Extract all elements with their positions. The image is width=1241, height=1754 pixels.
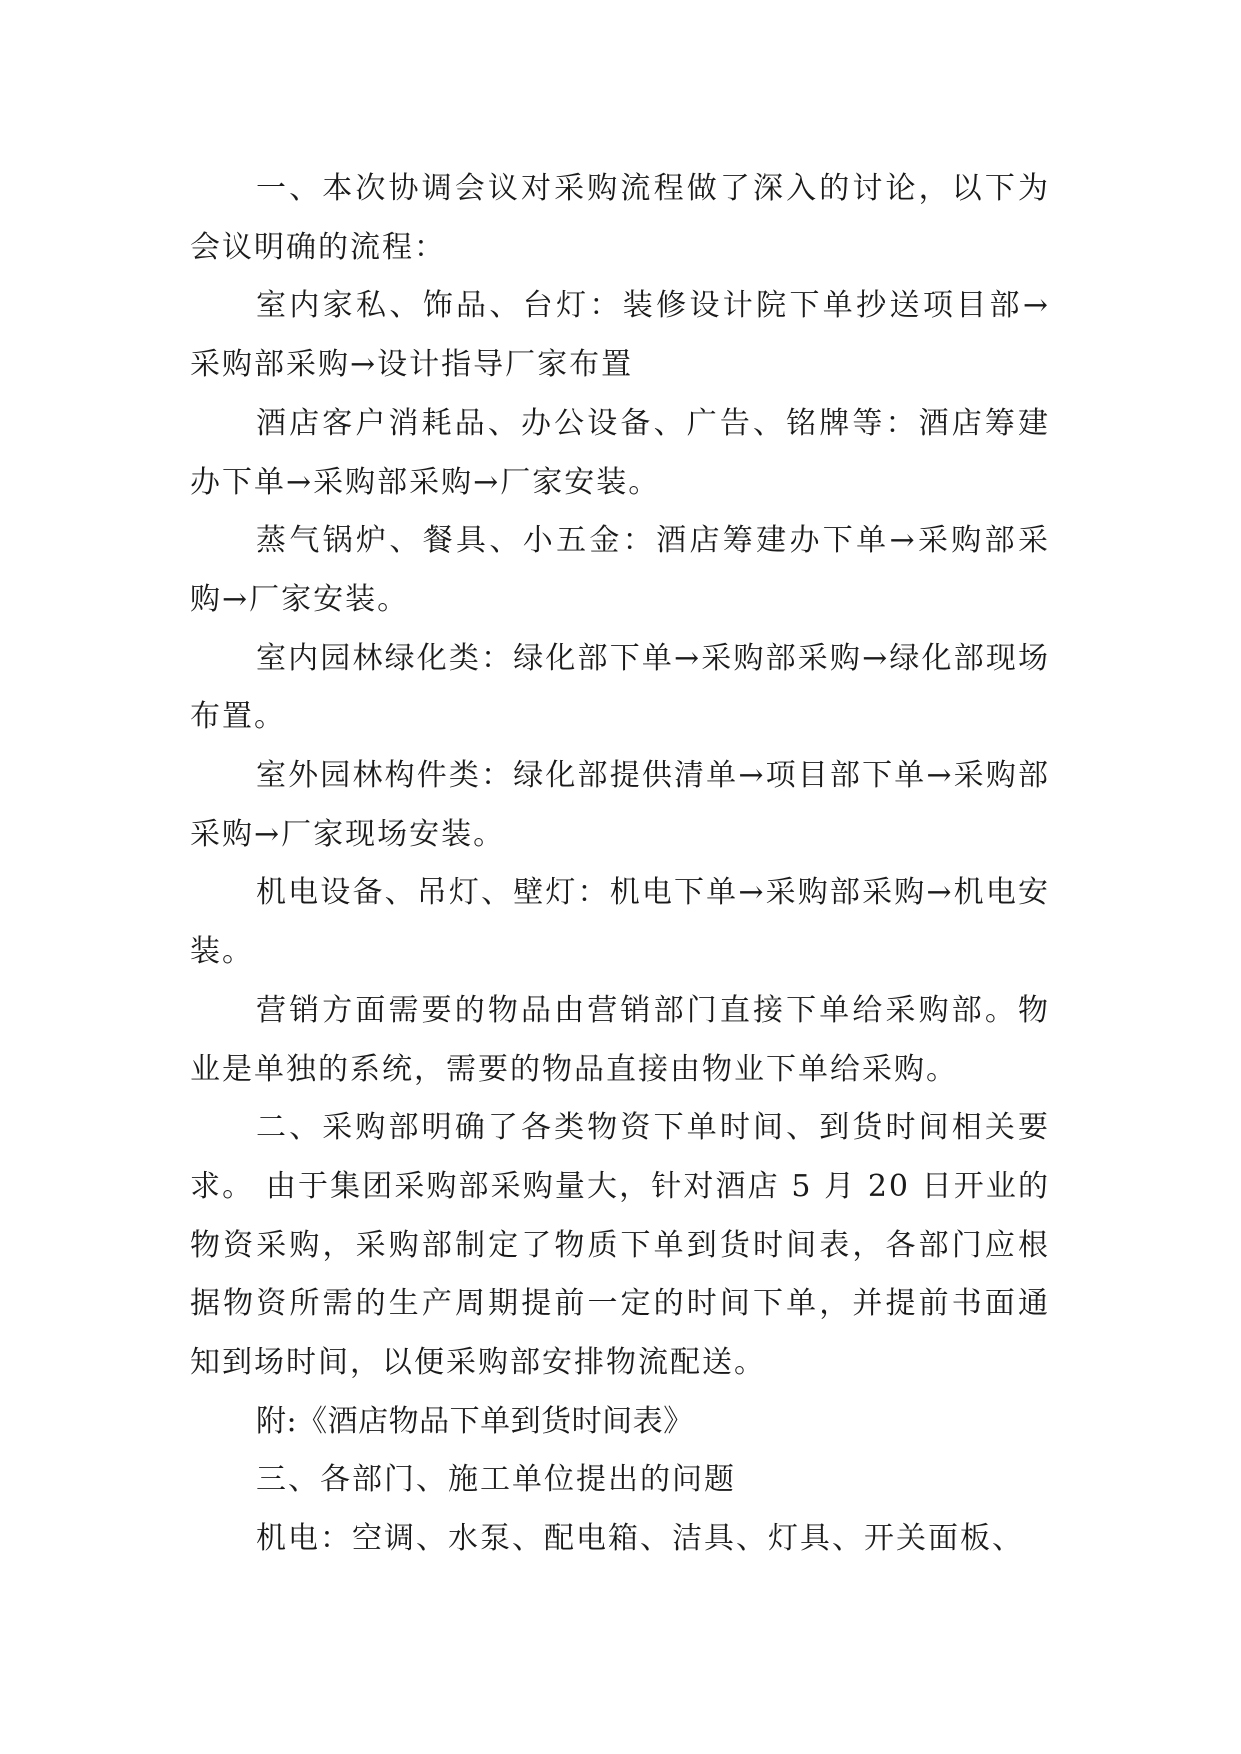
- paragraph-outdoor-landscaping: 室外园林构件类：绿化部提供清单→项目部下单→采购部采购→厂家现场安装。: [190, 758, 1050, 852]
- paragraph-issues-heading: 三、各部门、施工单位提出的问题: [256, 1462, 736, 1498]
- paragraph-procurement-intro: 一、本次协调会议对采购流程做了深入的讨论，以下为会议明确的流程：: [190, 171, 1050, 265]
- paragraph-indoor-landscaping: 室内园林绿化类：绿化部下单→采购部采购→绿化部现场布置。: [190, 640, 1050, 735]
- paragraph-steam-boiler: 蒸气锅炉、餐具、小五金：酒店筹建办下单→采购部采购→厂家安装。: [190, 523, 1050, 617]
- paragraph-indoor-furniture: 室内家私、饰品、台灯：装修设计院下单抄送项目部→采购部采购→设计指导厂家布置: [190, 288, 1050, 383]
- paragraph-attachment: 附:《酒店物品下单到货时间表》: [256, 1403, 694, 1439]
- paragraph-order-schedule: 二、采购部明确了各类物资下单时间、到货时间相关要求。 由于集团采购部采购量大，针对酒店 5 月 20 日开业的物资采购，采购部制定了物质下单到货时间表，各部门应根据物资所需的生产周期提前一定的时间下单，并提前书面通知到场时间，以便采购部安排物流配送。: [190, 1110, 1050, 1381]
- document-body: [190, 160, 1050, 1569]
- paragraph-marketing-property: 营销方面需要的物品由营销部门直接下单给采购部。物业是单独的系统，需要的物品直接由物业下单给采购。: [190, 992, 1050, 1087]
- paragraph-electromechanical: 机电设备、吊灯、壁灯：机电下单→采购部采购→机电安装。: [190, 875, 1050, 970]
- paragraph-electromechanical-issues: 机电：空调、水泵、配电箱、洁具、灯具、开关面板、: [256, 1521, 1024, 1557]
- paragraph-hotel-consumables: 酒店客户消耗品、办公设备、广告、铭牌等：酒店筹建办下单→采购部采购→厂家安装。: [190, 405, 1050, 500]
